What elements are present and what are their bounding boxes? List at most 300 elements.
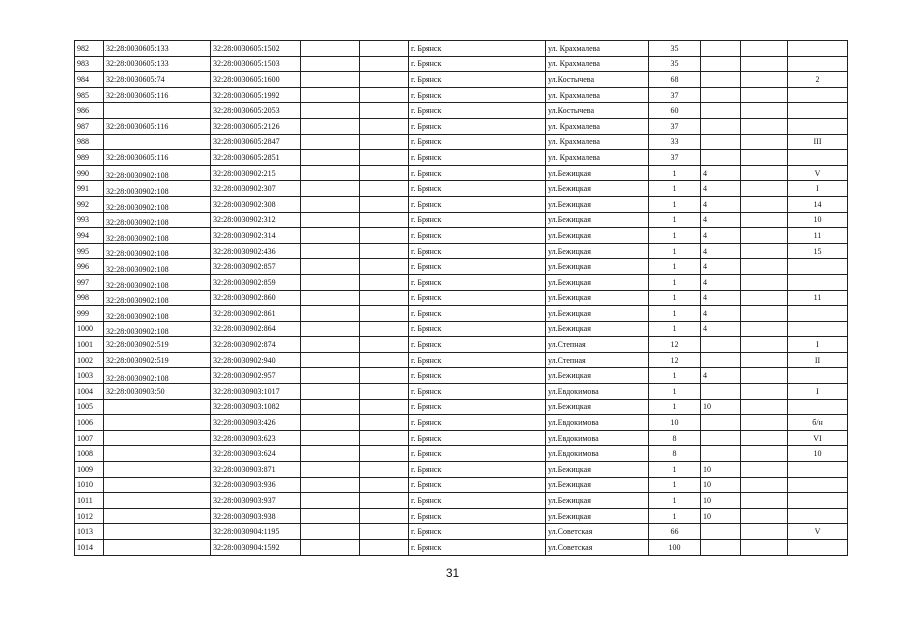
table-row	[75, 134, 848, 150]
empty-cell	[360, 181, 409, 197]
premises-cell	[788, 87, 848, 103]
row-number-cell: 996	[75, 259, 104, 275]
house-number-cell: 8	[649, 430, 701, 446]
row-number-cell: 1014	[75, 540, 104, 556]
object-cadastral-cell: 32:28:0030605:1503	[211, 56, 301, 72]
empty-cell	[360, 306, 409, 322]
city-cell: г. Брянск	[409, 399, 546, 415]
building-number-cell: 4	[701, 165, 741, 181]
empty-cell	[301, 196, 360, 212]
empty-cell	[301, 524, 360, 540]
parcel-cadastral-cell: 32:28:0030605:116	[104, 118, 211, 134]
empty-cell	[301, 134, 360, 150]
empty-cell	[301, 259, 360, 275]
street-cell: ул.Бежицкая	[546, 290, 649, 306]
parcel-cadastral-cell	[104, 477, 211, 493]
premises-cell	[788, 540, 848, 556]
object-cadastral-cell: 32:28:0030902:860	[211, 290, 301, 306]
parcel-cadastral-cell: 32:28:0030902:108	[104, 306, 211, 322]
city-cell: г. Брянск	[409, 87, 546, 103]
parcel-cadastral-cell	[104, 399, 211, 415]
empty-cell	[741, 134, 788, 150]
house-number-cell: 1	[649, 384, 701, 400]
empty-cell	[360, 399, 409, 415]
empty-cell	[360, 337, 409, 353]
empty-cell	[741, 150, 788, 166]
table-row	[75, 368, 848, 384]
row-number-cell: 986	[75, 103, 104, 119]
building-number-cell: 4	[701, 368, 741, 384]
street-cell: ул.Евдокимова	[546, 415, 649, 431]
empty-cell	[301, 508, 360, 524]
empty-cell	[301, 103, 360, 119]
parcel-cadastral-cell: 32:28:0030902:108	[104, 290, 211, 306]
premises-cell: I	[788, 181, 848, 197]
empty-cell	[360, 274, 409, 290]
parcel-cadastral-cell	[104, 134, 211, 150]
empty-cell	[360, 103, 409, 119]
object-cadastral-cell: 32:28:0030904:1592	[211, 540, 301, 556]
empty-cell	[741, 446, 788, 462]
empty-cell	[360, 212, 409, 228]
street-cell: ул.Евдокимова	[546, 384, 649, 400]
empty-cell	[741, 165, 788, 181]
house-number-cell: 33	[649, 134, 701, 150]
empty-cell	[301, 290, 360, 306]
empty-cell	[741, 368, 788, 384]
table-row	[75, 462, 848, 478]
table-row	[75, 306, 848, 322]
empty-cell	[360, 384, 409, 400]
object-cadastral-cell: 32:28:0030902:314	[211, 228, 301, 244]
city-cell: г. Брянск	[409, 493, 546, 509]
parcel-cadastral-cell: 32:28:0030902:108	[104, 274, 211, 290]
empty-cell	[360, 415, 409, 431]
house-number-cell: 8	[649, 446, 701, 462]
parcel-cadastral-cell	[104, 493, 211, 509]
object-cadastral-cell: 32:28:0030902:861	[211, 306, 301, 322]
city-cell: г. Брянск	[409, 212, 546, 228]
city-cell: г. Брянск	[409, 259, 546, 275]
parcel-cadastral-cell: 32:28:0030605:133	[104, 56, 211, 72]
row-number-cell: 997	[75, 274, 104, 290]
house-number-cell: 37	[649, 87, 701, 103]
parcel-cadastral-cell: 32:28:0030605:74	[104, 72, 211, 88]
premises-cell: 10	[788, 212, 848, 228]
empty-cell	[301, 274, 360, 290]
street-cell: ул.Бежицкая	[546, 228, 649, 244]
premises-cell: III	[788, 134, 848, 150]
row-number-cell: 989	[75, 150, 104, 166]
city-cell: г. Брянск	[409, 321, 546, 337]
premises-cell	[788, 103, 848, 119]
object-cadastral-cell: 32:28:0030902:859	[211, 274, 301, 290]
empty-cell	[360, 196, 409, 212]
empty-cell	[360, 56, 409, 72]
empty-cell	[301, 150, 360, 166]
row-number-cell: 982	[75, 41, 104, 57]
empty-cell	[360, 259, 409, 275]
city-cell: г. Брянск	[409, 165, 546, 181]
row-number-cell: 1004	[75, 384, 104, 400]
table-row	[75, 87, 848, 103]
empty-cell	[741, 181, 788, 197]
street-cell: ул.Бежицкая	[546, 368, 649, 384]
building-number-cell: 4	[701, 321, 741, 337]
object-cadastral-cell: 32:28:0030903:426	[211, 415, 301, 431]
premises-cell	[788, 462, 848, 478]
parcel-cadastral-cell	[104, 103, 211, 119]
city-cell: г. Брянск	[409, 72, 546, 88]
table-row	[75, 415, 848, 431]
street-cell: ул.Бежицкая	[546, 243, 649, 259]
empty-cell	[741, 118, 788, 134]
row-number-cell: 1006	[75, 415, 104, 431]
parcel-cadastral-cell: 32:28:0030902:108	[104, 165, 211, 181]
street-cell: ул.Советская	[546, 524, 649, 540]
empty-cell	[741, 228, 788, 244]
parcel-cadastral-cell	[104, 462, 211, 478]
building-number-cell	[701, 72, 741, 88]
row-number-cell: 984	[75, 72, 104, 88]
empty-cell	[741, 56, 788, 72]
empty-cell	[360, 462, 409, 478]
street-cell: ул.Степная	[546, 337, 649, 353]
street-cell: ул.Бежицкая	[546, 462, 649, 478]
house-number-cell: 1	[649, 212, 701, 228]
empty-cell	[741, 243, 788, 259]
row-number-cell: 993	[75, 212, 104, 228]
table-row	[75, 399, 848, 415]
empty-cell	[741, 196, 788, 212]
empty-cell	[360, 446, 409, 462]
table-row	[75, 150, 848, 166]
row-number-cell: 1007	[75, 430, 104, 446]
premises-cell	[788, 56, 848, 72]
row-number-cell: 1010	[75, 477, 104, 493]
empty-cell	[301, 306, 360, 322]
house-number-cell: 60	[649, 103, 701, 119]
premises-cell: I	[788, 384, 848, 400]
table-row	[75, 165, 848, 181]
house-number-cell: 1	[649, 477, 701, 493]
row-number-cell: 1002	[75, 352, 104, 368]
table-row	[75, 212, 848, 228]
empty-cell	[301, 321, 360, 337]
street-cell: ул.Костычева	[546, 103, 649, 119]
table-body	[75, 41, 848, 556]
building-number-cell: 10	[701, 508, 741, 524]
empty-cell	[741, 352, 788, 368]
empty-cell	[360, 134, 409, 150]
object-cadastral-cell: 32:28:0030903:938	[211, 508, 301, 524]
street-cell: ул. Крахмалева	[546, 87, 649, 103]
parcel-cadastral-cell	[104, 524, 211, 540]
street-cell: ул.Бежицкая	[546, 306, 649, 322]
building-number-cell: 4	[701, 228, 741, 244]
city-cell: г. Брянск	[409, 134, 546, 150]
street-cell: ул.Бежицкая	[546, 274, 649, 290]
object-cadastral-cell: 32:28:0030904:1195	[211, 524, 301, 540]
house-number-cell: 1	[649, 508, 701, 524]
house-number-cell: 1	[649, 321, 701, 337]
table-row	[75, 181, 848, 197]
city-cell: г. Брянск	[409, 462, 546, 478]
empty-cell	[301, 462, 360, 478]
parcel-cadastral-cell: 32:28:0030902:108	[104, 181, 211, 197]
empty-cell	[301, 118, 360, 134]
object-cadastral-cell: 32:28:0030903:623	[211, 430, 301, 446]
parcel-cadastral-cell: 32:28:0030605:116	[104, 87, 211, 103]
row-number-cell: 1003	[75, 368, 104, 384]
empty-cell	[741, 462, 788, 478]
street-cell: ул.Бежицкая	[546, 165, 649, 181]
empty-cell	[360, 477, 409, 493]
empty-cell	[301, 368, 360, 384]
table-row	[75, 446, 848, 462]
building-number-cell: 10	[701, 399, 741, 415]
row-number-cell: 1001	[75, 337, 104, 353]
empty-cell	[741, 87, 788, 103]
premises-cell: VI	[788, 430, 848, 446]
house-number-cell: 1	[649, 493, 701, 509]
premises-cell	[788, 508, 848, 524]
street-cell: ул.Советская	[546, 540, 649, 556]
house-number-cell: 35	[649, 41, 701, 57]
building-number-cell	[701, 103, 741, 119]
building-number-cell	[701, 352, 741, 368]
house-number-cell: 68	[649, 72, 701, 88]
table-row	[75, 540, 848, 556]
table-row	[75, 524, 848, 540]
premises-cell: V	[788, 165, 848, 181]
house-number-cell: 10	[649, 415, 701, 431]
empty-cell	[301, 477, 360, 493]
empty-cell	[741, 72, 788, 88]
parcel-cadastral-cell: 32:28:0030902:108	[104, 212, 211, 228]
table-row	[75, 118, 848, 134]
city-cell: г. Брянск	[409, 196, 546, 212]
empty-cell	[360, 150, 409, 166]
parcel-cadastral-cell: 32:28:0030605:116	[104, 150, 211, 166]
building-number-cell	[701, 56, 741, 72]
city-cell: г. Брянск	[409, 103, 546, 119]
empty-cell	[301, 540, 360, 556]
row-number-cell: 1011	[75, 493, 104, 509]
table-row	[75, 243, 848, 259]
empty-cell	[741, 477, 788, 493]
empty-cell	[360, 118, 409, 134]
building-number-cell: 4	[701, 306, 741, 322]
building-number-cell	[701, 430, 741, 446]
object-cadastral-cell: 32:28:0030605:1600	[211, 72, 301, 88]
street-cell: ул.Бежицкая	[546, 181, 649, 197]
premises-cell	[788, 41, 848, 57]
street-cell: ул. Крахмалева	[546, 118, 649, 134]
building-number-cell: 10	[701, 493, 741, 509]
house-number-cell: 100	[649, 540, 701, 556]
empty-cell	[301, 446, 360, 462]
empty-cell	[360, 41, 409, 57]
house-number-cell: 37	[649, 118, 701, 134]
city-cell: г. Брянск	[409, 41, 546, 57]
city-cell: г. Брянск	[409, 243, 546, 259]
city-cell: г. Брянск	[409, 228, 546, 244]
premises-cell: 2	[788, 72, 848, 88]
street-cell: ул.Бежицкая	[546, 508, 649, 524]
city-cell: г. Брянск	[409, 415, 546, 431]
empty-cell	[741, 337, 788, 353]
building-number-cell: 10	[701, 477, 741, 493]
house-number-cell: 12	[649, 352, 701, 368]
empty-cell	[301, 399, 360, 415]
building-number-cell	[701, 540, 741, 556]
table-row	[75, 352, 848, 368]
table-row	[75, 228, 848, 244]
table-row	[75, 290, 848, 306]
object-cadastral-cell: 32:28:0030902:857	[211, 259, 301, 275]
table-row	[75, 274, 848, 290]
street-cell: ул. Крахмалева	[546, 41, 649, 57]
empty-cell	[360, 165, 409, 181]
table-row	[75, 430, 848, 446]
city-cell: г. Брянск	[409, 118, 546, 134]
premises-cell: I	[788, 337, 848, 353]
house-number-cell: 1	[649, 399, 701, 415]
table-row	[75, 259, 848, 275]
city-cell: г. Брянск	[409, 337, 546, 353]
empty-cell	[741, 493, 788, 509]
premises-cell	[788, 118, 848, 134]
premises-cell	[788, 274, 848, 290]
table-row	[75, 196, 848, 212]
house-number-cell: 37	[649, 150, 701, 166]
object-cadastral-cell: 32:28:0030902:436	[211, 243, 301, 259]
table-row	[75, 103, 848, 119]
city-cell: г. Брянск	[409, 446, 546, 462]
object-cadastral-cell: 32:28:0030903:1082	[211, 399, 301, 415]
empty-cell	[360, 228, 409, 244]
empty-cell	[741, 508, 788, 524]
street-cell: ул. Крахмалева	[546, 56, 649, 72]
empty-cell	[301, 352, 360, 368]
street-cell: ул.Евдокимова	[546, 430, 649, 446]
parcel-cadastral-cell: 32:28:0030902:108	[104, 259, 211, 275]
city-cell: г. Брянск	[409, 56, 546, 72]
row-number-cell: 994	[75, 228, 104, 244]
row-number-cell: 987	[75, 118, 104, 134]
empty-cell	[360, 321, 409, 337]
parcel-cadastral-cell	[104, 430, 211, 446]
empty-cell	[301, 87, 360, 103]
row-number-cell: 1005	[75, 399, 104, 415]
table-row	[75, 477, 848, 493]
empty-cell	[301, 212, 360, 228]
building-number-cell	[701, 446, 741, 462]
table-row	[75, 72, 848, 88]
parcel-cadastral-cell	[104, 415, 211, 431]
table-row	[75, 321, 848, 337]
empty-cell	[360, 430, 409, 446]
street-cell: ул. Крахмалева	[546, 134, 649, 150]
empty-cell	[360, 524, 409, 540]
city-cell: г. Брянск	[409, 384, 546, 400]
table-row	[75, 337, 848, 353]
city-cell: г. Брянск	[409, 540, 546, 556]
object-cadastral-cell: 32:28:0030605:2053	[211, 103, 301, 119]
empty-cell	[741, 103, 788, 119]
object-cadastral-cell: 32:28:0030605:2847	[211, 134, 301, 150]
premises-cell	[788, 368, 848, 384]
empty-cell	[301, 56, 360, 72]
city-cell: г. Брянск	[409, 524, 546, 540]
street-cell: ул.Бежицкая	[546, 212, 649, 228]
object-cadastral-cell: 32:28:0030903:936	[211, 477, 301, 493]
object-cadastral-cell: 32:28:0030902:957	[211, 368, 301, 384]
house-number-cell: 1	[649, 196, 701, 212]
parcel-cadastral-cell: 32:28:0030902:519	[104, 352, 211, 368]
house-number-cell: 1	[649, 243, 701, 259]
building-number-cell: 4	[701, 212, 741, 228]
empty-cell	[360, 368, 409, 384]
empty-cell	[741, 399, 788, 415]
empty-cell	[741, 290, 788, 306]
city-cell: г. Брянск	[409, 368, 546, 384]
street-cell: ул.Бежицкая	[546, 259, 649, 275]
row-number-cell: 1013	[75, 524, 104, 540]
empty-cell	[360, 352, 409, 368]
premises-cell: 11	[788, 228, 848, 244]
house-number-cell: 1	[649, 181, 701, 197]
page-number: 31	[445, 566, 460, 580]
house-number-cell: 12	[649, 337, 701, 353]
row-number-cell: 998	[75, 290, 104, 306]
empty-cell	[301, 72, 360, 88]
empty-cell	[360, 508, 409, 524]
premises-cell: б/н	[788, 415, 848, 431]
house-number-cell: 66	[649, 524, 701, 540]
object-cadastral-cell: 32:28:0030605:1992	[211, 87, 301, 103]
row-number-cell: 1012	[75, 508, 104, 524]
object-cadastral-cell: 32:28:0030605:2851	[211, 150, 301, 166]
premises-cell: 10	[788, 446, 848, 462]
object-cadastral-cell: 32:28:0030903:624	[211, 446, 301, 462]
empty-cell	[741, 41, 788, 57]
object-cadastral-cell: 32:28:0030902:874	[211, 337, 301, 353]
object-cadastral-cell: 32:28:0030903:1017	[211, 384, 301, 400]
premises-cell	[788, 493, 848, 509]
empty-cell	[741, 540, 788, 556]
table-row	[75, 384, 848, 400]
register-table	[74, 40, 848, 556]
object-cadastral-cell: 32:28:0030902:215	[211, 165, 301, 181]
empty-cell	[301, 493, 360, 509]
parcel-cadastral-cell: 32:28:0030902:108	[104, 196, 211, 212]
empty-cell	[301, 41, 360, 57]
row-number-cell: 988	[75, 134, 104, 150]
empty-cell	[741, 384, 788, 400]
empty-cell	[741, 524, 788, 540]
house-number-cell: 35	[649, 56, 701, 72]
parcel-cadastral-cell: 32:28:0030902:108	[104, 243, 211, 259]
empty-cell	[360, 290, 409, 306]
empty-cell	[301, 181, 360, 197]
parcel-cadastral-cell: 32:28:0030902:108	[104, 321, 211, 337]
building-number-cell: 10	[701, 462, 741, 478]
empty-cell	[741, 415, 788, 431]
empty-cell	[301, 337, 360, 353]
empty-cell	[741, 274, 788, 290]
